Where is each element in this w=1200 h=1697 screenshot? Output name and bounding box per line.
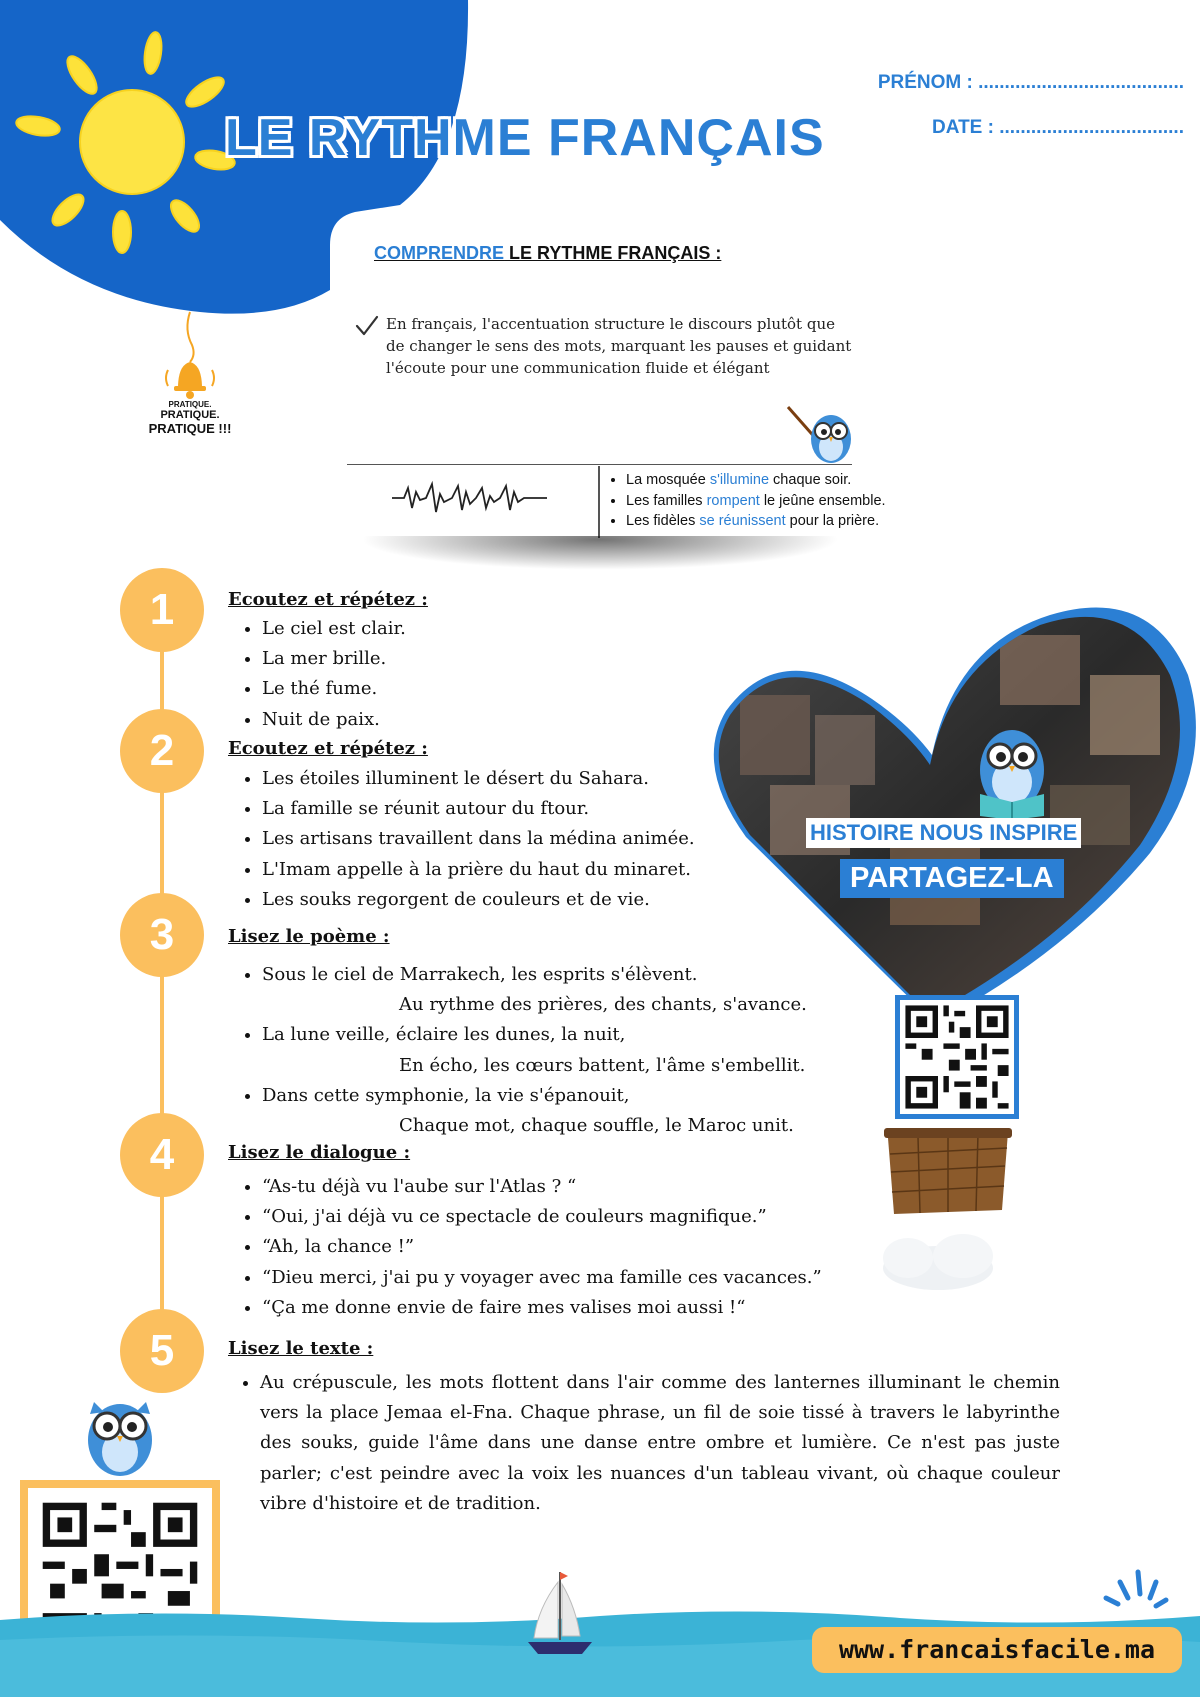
practice-line1: PRATIQUE. bbox=[168, 400, 212, 409]
practice-line3: PRATIQUE !!! bbox=[148, 421, 232, 436]
heart-promo-image bbox=[710, 585, 1200, 1025]
promo-line1: HISTOIRE NOUS INSPIRE bbox=[806, 818, 1081, 848]
poem-line-continuation: Chaque mot, chaque souffle, le Maroc unit. bbox=[399, 1115, 794, 1137]
section-heading-part2: LE RYTHME FRANÇAIS : bbox=[504, 243, 722, 263]
list-item: • La famille se réunit autour du ftour. bbox=[262, 794, 695, 824]
section-heading bbox=[374, 243, 721, 264]
example-before: Les fidèles bbox=[626, 513, 700, 529]
example-highlight: rompent bbox=[706, 492, 760, 509]
bell-icon bbox=[160, 310, 220, 402]
intro-text: En français, l'accentuation structure le discours plutôt que de changer le sens des mots, marquant les pauses et guidant l'écoute pour une communication fluide et élégant bbox=[386, 315, 852, 377]
prenom-field[interactable]: PRÉNOM : ....................................... bbox=[877, 72, 1184, 93]
step-3-circle: 3 bbox=[120, 893, 204, 977]
list-item: • Les souks regorgent de couleurs et de vie. bbox=[262, 885, 695, 915]
list-item: • “Ça me donne envie de faire mes valises moi aussi !“ bbox=[262, 1293, 822, 1323]
practice-line2: PRATIQUE. bbox=[160, 409, 220, 421]
practice-reminder bbox=[130, 400, 250, 436]
example-before: La mosquée bbox=[626, 472, 710, 488]
checkmark-icon bbox=[355, 315, 379, 337]
list-item: • L'Imam appelle à la prière du haut du minaret. bbox=[262, 855, 695, 885]
list-item: • Les artisans travaillent dans la médina animée. bbox=[262, 824, 695, 854]
exercise-5-title: Lisez le texte : bbox=[228, 1338, 374, 1359]
example-sentences bbox=[608, 470, 956, 532]
sailboat-icon bbox=[520, 1568, 600, 1660]
sun-icon bbox=[10, 20, 240, 260]
list-item: • Nuit de paix. bbox=[262, 705, 406, 735]
example-before: Les familles bbox=[626, 492, 707, 509]
example-after: pour la prière. bbox=[785, 513, 880, 529]
example-highlight: se réunissent bbox=[699, 513, 786, 529]
splash-icon bbox=[1100, 1568, 1170, 1618]
owl-icon bbox=[80, 1392, 160, 1478]
balloon-icon bbox=[868, 1118, 1028, 1293]
example-sentence bbox=[626, 511, 956, 532]
example-after: le jeûne ensemble. bbox=[759, 492, 886, 509]
exercise-2-list bbox=[228, 764, 695, 915]
poem-stanza bbox=[262, 1081, 807, 1141]
example-highlight: s'illumine bbox=[709, 472, 770, 488]
step-4-circle: 4 bbox=[120, 1113, 204, 1197]
poem-line: La lune veille, éclaire les dunes, la nuit, bbox=[262, 1024, 626, 1046]
step-2-circle: 2 bbox=[120, 709, 204, 793]
dialogue-list bbox=[228, 1172, 822, 1323]
website-url-link[interactable]: www.francaisfacile.ma bbox=[812, 1627, 1182, 1673]
exercise-3-title: Lisez le poème : bbox=[228, 926, 390, 947]
poem-line-continuation: En écho, les cœurs battent, l'âme s'embellit. bbox=[399, 1054, 806, 1076]
poem-line-continuation: Au rythme des prières, des chants, s'avance. bbox=[399, 994, 807, 1016]
list-item: • “As-tu déjà vu l'aube sur l'Atlas ? “ bbox=[262, 1172, 822, 1202]
list-item: • Le thé fume. bbox=[262, 674, 406, 704]
exercise-4-title: Lisez le dialogue : bbox=[228, 1142, 411, 1163]
owl-reading-icon bbox=[972, 724, 1052, 820]
promo-line2[interactable]: PARTAGEZ-LA bbox=[840, 859, 1064, 898]
section-heading-part1: COMPRENDRE bbox=[374, 243, 505, 263]
exercise-2-title: Ecoutez et répétez : bbox=[228, 738, 428, 759]
step-5-circle: 5 bbox=[120, 1309, 204, 1393]
list-item: • “Oui, j'ai déjà vu ce spectacle de couleurs magnifique.” bbox=[262, 1202, 822, 1232]
poem-stanza bbox=[262, 1020, 807, 1080]
example-divider bbox=[598, 466, 600, 538]
soundwave-icon bbox=[392, 478, 547, 518]
example-sentence bbox=[626, 491, 956, 512]
example-shadow bbox=[360, 536, 840, 570]
list-item: • La mer brille. bbox=[262, 644, 406, 674]
page-title: LE RYTHME FRANÇAIS bbox=[225, 109, 825, 167]
list-item: • Le ciel est clair. bbox=[262, 614, 406, 644]
step-1-circle: 1 bbox=[120, 568, 204, 652]
exercise-1-title: Ecoutez et répétez : bbox=[228, 589, 428, 610]
poem-line: Sous le ciel de Marrakech, les esprits s'élèvent. bbox=[262, 964, 698, 985]
example-sentence bbox=[626, 470, 956, 491]
list-item: • Les étoiles illuminent le désert du Sahara. bbox=[262, 764, 695, 794]
promo-qr-code[interactable] bbox=[895, 995, 1019, 1119]
list-item: • “Ah, la chance !” bbox=[262, 1232, 822, 1262]
owl-teacher-icon bbox=[786, 403, 856, 467]
list-item: • “Dieu merci, j'ai pu y voyager avec ma famille ces vacances.” bbox=[262, 1263, 822, 1293]
reading-text bbox=[238, 1368, 1060, 1519]
poem-line: Dans cette symphonie, la vie s'épanouit, bbox=[262, 1084, 630, 1106]
example-after: chaque soir. bbox=[769, 472, 852, 488]
exercise-1-list bbox=[228, 614, 406, 735]
date-field[interactable]: DATE : ................................... bbox=[932, 117, 1184, 138]
qr-code-icon bbox=[900, 1000, 1014, 1114]
reading-paragraph: • Au crépuscule, les mots flottent dans l'air comme des lanternes illuminant le chemin vers la place Jemaa el-Fna. Chaque phrase, un fil de soie tissé à travers le labyrinthe des souks, guide l'âme dans une danse entre ombre et lumière. Ce n'est pas juste parler; c'est peindre avec la voix les nuances d'un tableau vivant, où chaque couleur vibre d'histoire et de tradition. bbox=[260, 1368, 1060, 1519]
